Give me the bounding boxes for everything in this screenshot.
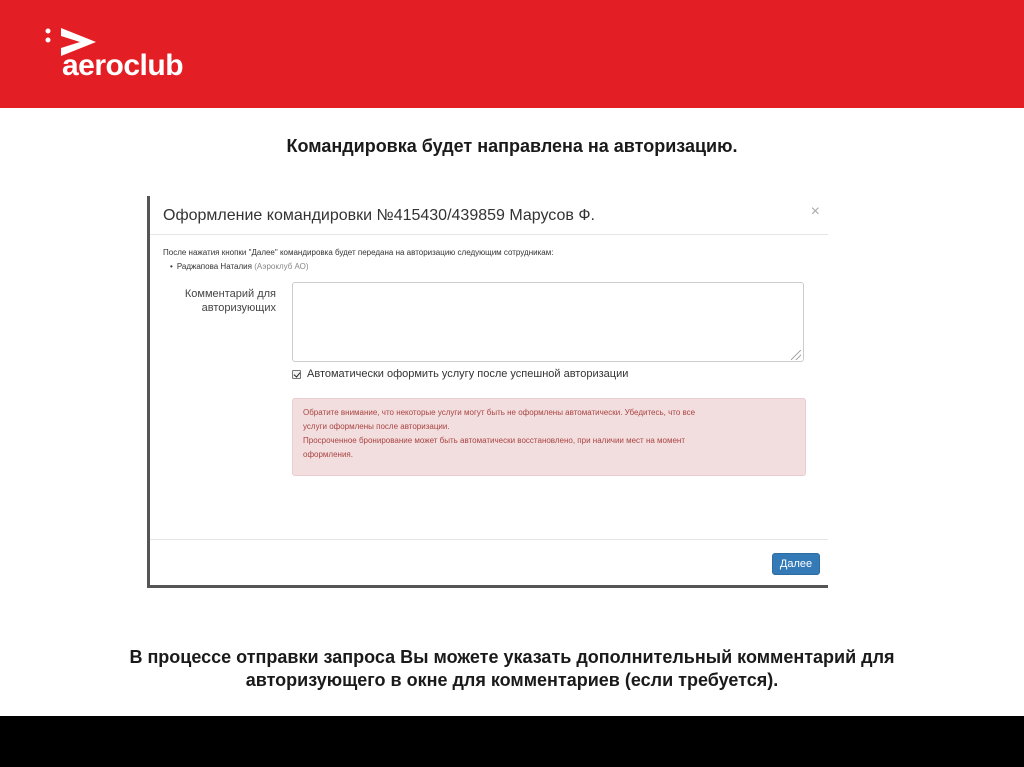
header-bar: [0, 0, 1024, 108]
next-button[interactable]: Далее: [772, 553, 820, 575]
auto-issue-label[interactable]: Автоматически оформить услугу после успешной авторизации: [307, 368, 629, 380]
authorization-notice: После нажатия кнопки "Далее" командировка будет передана на авторизацию следующим сотрудникам:: [163, 248, 554, 257]
comment-label-line1: Комментарий для: [184, 288, 276, 300]
caption-line-1: В процессе отправки запроса Вы можете указать дополнительный комментарий для: [129, 647, 895, 667]
slide-caption: [0, 646, 1024, 692]
dialog-screenshot: [147, 196, 828, 588]
logo-wordmark: aeroclub: [62, 49, 184, 82]
auto-issue-row[interactable]: [292, 368, 628, 380]
alert-line-1: Обратите внимание, что некоторые услуги могут быть не оформлены автоматически. Убедитесь, что все: [303, 408, 696, 417]
alert-line-3: Просроченное бронирование может быть автоматически восстановлено, при наличии мест на момент: [303, 436, 686, 445]
comment-textarea[interactable]: [292, 282, 804, 362]
modal-footer: [150, 539, 828, 586]
alert-line-4: оформления.: [303, 450, 353, 459]
aeroclub-logo: [44, 24, 204, 84]
bottom-bar: [0, 716, 1024, 767]
modal-title: Оформление командировки №415430/439859 Марусов Ф.: [163, 207, 595, 224]
approver-name: Раджапова Наталия: [176, 262, 252, 271]
slide-title: Командировка будет направлена на авторизацию.: [286, 136, 738, 156]
close-icon[interactable]: ×: [810, 203, 820, 220]
approver-org: (Аэроклуб АО): [254, 262, 309, 271]
warning-alert: [292, 398, 806, 476]
bullet: •: [170, 262, 173, 271]
approver-list-item: [170, 262, 309, 271]
resize-handle-icon[interactable]: [791, 350, 801, 360]
comment-label-line2: авторизующих: [201, 302, 276, 314]
caption-line-2: авторизующего в окне для комментариев (если требуется).: [245, 670, 779, 690]
alert-line-2: услуги оформлены после авторизации.: [303, 422, 450, 431]
auto-issue-checkbox[interactable]: [292, 370, 301, 379]
header-divider: [150, 234, 828, 235]
comment-label: [170, 287, 276, 315]
